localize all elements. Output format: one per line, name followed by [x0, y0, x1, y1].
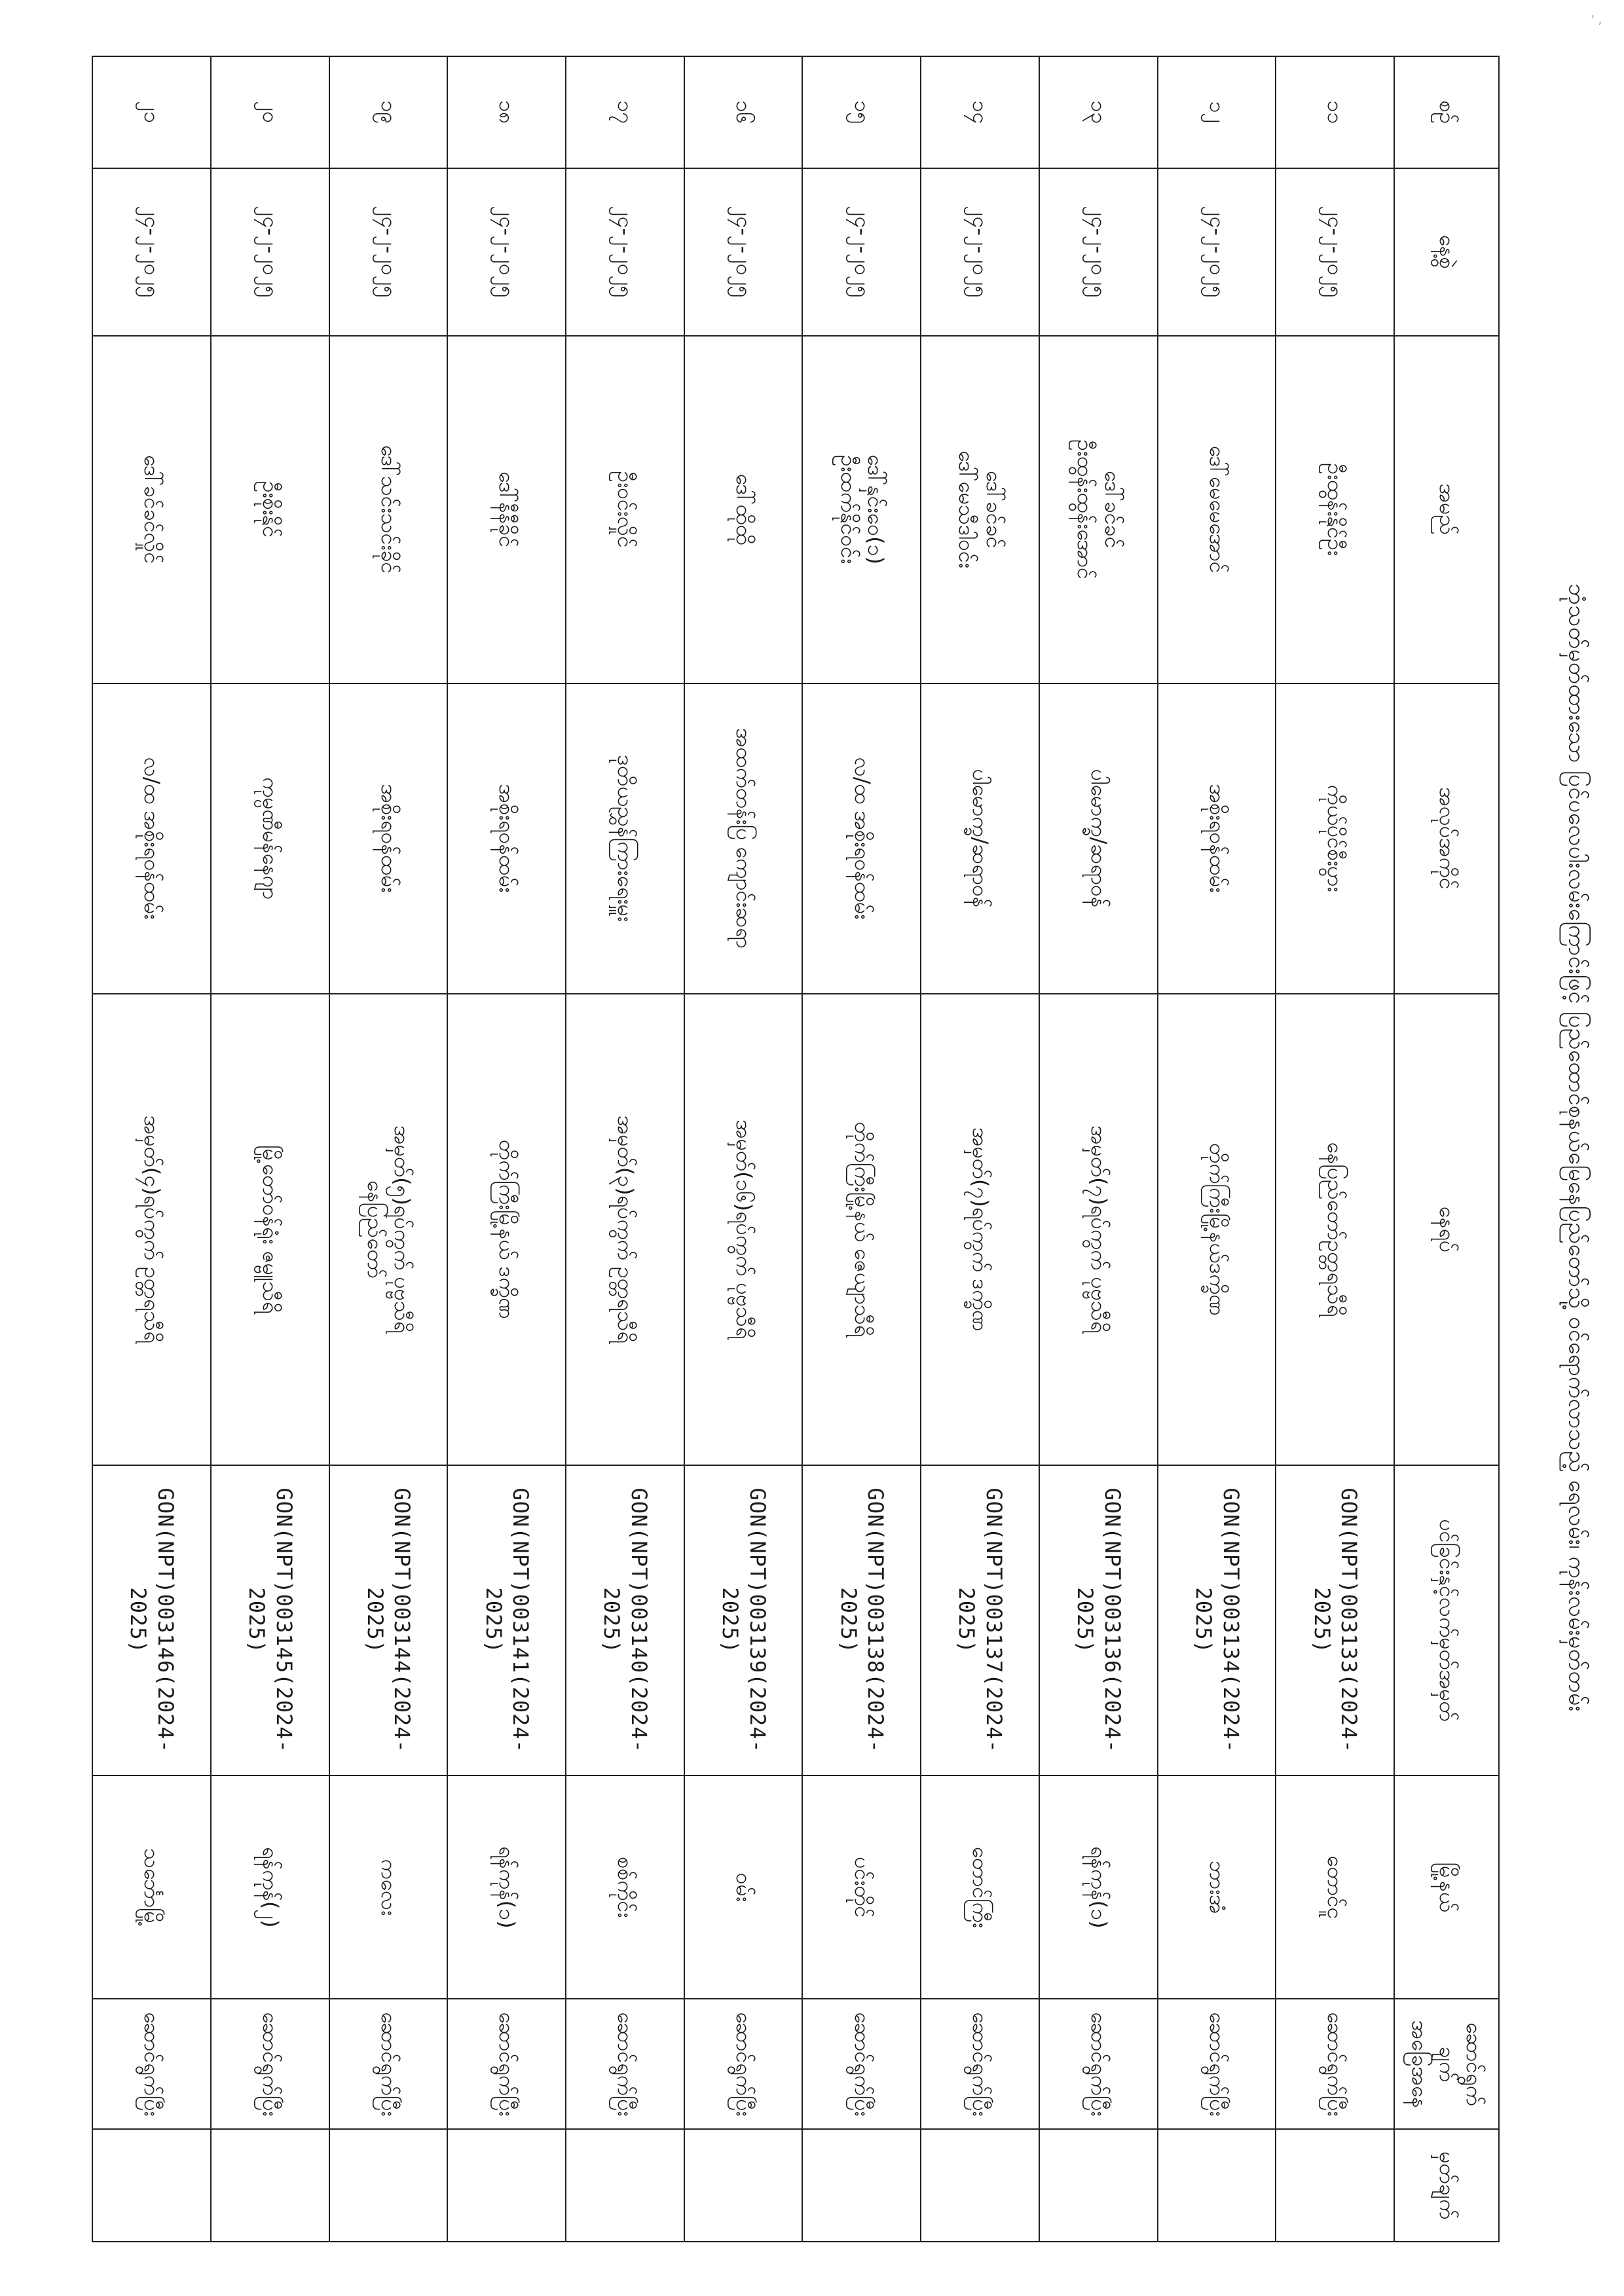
cell-name: ဦးဝင်းလှိုင် [566, 336, 684, 683]
table-row [684, 56, 803, 2242]
header-address: နေရပ် [1394, 994, 1499, 1466]
cell-remark [684, 2129, 803, 2242]
cell-status: ဆောင်ရွက်ပြီး [92, 1999, 211, 2129]
cell-status: ဆောင်ရွက်ပြီး [566, 1999, 684, 2129]
cell-no: ၁၆ [684, 56, 803, 168]
cell-name: ဒေါ်သင်းသင်းခိုင် [329, 336, 448, 683]
cell-name: ဒေါ်ခင်ခင်လှိုင် [92, 336, 211, 683]
header-no: စဉ် [1394, 56, 1499, 168]
header-township: မြို့နယ် [1394, 1776, 1499, 1999]
table-row [1158, 56, 1276, 2242]
table-row [211, 56, 329, 2242]
header-row [1394, 56, 1499, 2242]
cell-date: ၂၄-၂-၂၀၂၅ [802, 168, 921, 336]
cell-occupation: ဒုတိယညွှန်ကြားရေးမှူး [566, 683, 684, 994]
cell-no: ၁၄ [921, 56, 1039, 168]
cell-status: ဆောင်ရွက်ပြီး [921, 1999, 1039, 2129]
cell-address: တိုက်ကြီးမြို့နယ် ဇေယျာသီရိ [802, 994, 921, 1466]
cell-remark [802, 2129, 921, 2242]
cell-permit: GON(NPT)003136(2024-2025) [1039, 1465, 1158, 1776]
table-row [1276, 56, 1394, 2242]
header-date: နေ့စွဲ [1394, 168, 1499, 336]
header-occupation: အလုပ်အကိုင် [1394, 683, 1499, 994]
cell-occupation: လ/ထ အစိုးရဝန်ထမ်း [92, 683, 211, 994]
cell-no: ၂၀ [211, 56, 329, 168]
cell-address: အမှတ်(၇)ရပ်ကွက် ပုဗ္ဗသီရိ [1039, 994, 1158, 1466]
cell-remark [92, 2129, 211, 2242]
table-row [1039, 56, 1158, 2242]
cell-no: ၁၂ [1158, 56, 1276, 168]
cell-address: အမှတ်(၅)ရပ်ကွက် ပုဗ္ဗသီရိ နေပြည်တော် [329, 994, 448, 1466]
cell-status: ဆောင်ရွက်ပြီး [684, 1999, 803, 2129]
cell-date: ၂၄-၂-၂၀၂၅ [329, 168, 448, 336]
cell-address: အမှတ်(၃)ရပ်ကွက် ဥတ္တရသီရိ [566, 994, 684, 1466]
cell-remark [447, 2129, 566, 2242]
cell-address: တိုက်ကြီးမြို့နယ် ဒက္ခိဏ [447, 994, 566, 1466]
cell-date: ၂၄-၂-၂၀၂၅ [921, 168, 1039, 336]
register-table [92, 56, 1500, 2242]
cell-date: ၂၄-၂-၂၀၂၅ [684, 168, 803, 336]
cell-township: ဘားအံ [1158, 1776, 1276, 1999]
cell-township: တောင်ကြီး [921, 1776, 1039, 1999]
cell-remark [921, 2129, 1039, 2242]
cell-permit: GON(NPT)003137(2024-2025) [921, 1465, 1039, 1776]
cell-township: ပင်းတိုင် [802, 1776, 921, 1999]
cell-address: တိုက်ကြီးမြို့နယ်ဒက္ခိဏ [1158, 994, 1276, 1466]
cell-remark [1039, 2129, 1158, 2242]
page-title: ဘုံသတ်မှတ်ထားသော ပြင်ပလေပါးလမ်းကြောင်းဖြင့် ပြည်ထောင်စုနယ်မြေနေပြည်တော်သို့ ဝင်ရောက်လာသည့် ရေလမ်း၊ ကုန်းလမ်းမှတ်တမ်း [1563, 583, 1590, 1712]
cell-name: ဒေါ်ထိုထို [684, 336, 803, 683]
cell-no: ၁၃ [1039, 56, 1158, 168]
cell-date: ၂၄-၂-၂၀၂၅ [1039, 168, 1158, 336]
cell-status: ဆောင်ရွက်ပြီး [211, 1999, 329, 2129]
cell-date: ၂၄-၂-၂၀၂၅ [211, 168, 329, 336]
cell-address: နေပြည်တော်ဥတ္တရသီရိ [1276, 994, 1394, 1466]
cell-no: ၁၁ [1276, 56, 1394, 168]
cell-no: ၁၉ [329, 56, 448, 168]
cell-township: သင်္ဘောမြို့ [92, 1776, 211, 1999]
header-permit: ပင်ခြင်းနှင့်လက်မှတ်အမှတ် [1394, 1465, 1499, 1776]
cell-status: ဆောင်ရွက်ပြီး [1158, 1999, 1276, 2129]
cell-occupation: အထက်တန်းပြ ကျောင်းဆရာ [684, 683, 803, 994]
cell-permit: GON(NPT)003146(2024-2025) [92, 1465, 211, 1776]
cell-address: အမှတ်(၇)ရပ်ကွက် ဒက္ခိဏ [921, 994, 1039, 1466]
cell-remark [329, 2129, 448, 2242]
cell-date: ၂၄-၂-၂၀၂၅ [447, 168, 566, 336]
table-row [921, 56, 1039, 2242]
cell-no: ၁၅ [802, 56, 921, 168]
cell-occupation: ကိုယ်ပိုင်စီးပွား [1276, 683, 1394, 994]
cell-date: ၂၄-၂-၂၀၂၅ [566, 168, 684, 336]
cell-no: ၁၈ [447, 56, 566, 168]
cell-occupation: ပါမောက္ခ/ဆရာဝန် [1039, 683, 1158, 994]
cell-date: ၂၄-၂-၂၀၂၅ [92, 168, 211, 336]
cell-name: ဒေါ်ခင်ခင် ဒေါ်မေသီဒါဝင်း [921, 336, 1039, 683]
cell-name: ဦးစိုးနိုင် [211, 336, 329, 683]
cell-remark [1276, 2129, 1394, 2242]
cell-occupation: ကုမ္ပဏီမန်နေဂျာ [211, 683, 329, 994]
cell-address: အမှတ်(၁၆)ရပ်ကွက် ပုဗ္ဗသီရိ [684, 994, 803, 1466]
header-name: အမည် [1394, 336, 1499, 683]
cell-occupation: အစိုးရဝန်ထမ်း [329, 683, 448, 994]
cell-permit: GON(NPT)003144(2024-2025) [329, 1465, 448, 1776]
cell-permit: GON(NPT)003133(2024-2025) [1276, 1465, 1394, 1776]
cell-name: ဒေါ်နီနီခိုင် [447, 336, 566, 683]
cell-status: ဆောင်ရွက်ပြီး [447, 1999, 566, 2129]
cell-permit: GON(NPT)003140(2024-2025) [566, 1465, 684, 1776]
cell-permit: GON(NPT)003145(2024-2025) [211, 1465, 329, 1776]
cell-name: ဦးထွန်းနိုင်ဦး [1276, 336, 1394, 683]
cell-permit: GON(NPT)003138(2024-2025) [802, 1465, 921, 1776]
cell-remark [211, 2129, 329, 2242]
cell-date: ၂၄-၂-၂၀၂၅ [1276, 168, 1394, 336]
cell-name: ဒေါ်နှင်းဝေ(၁) ဦးထက်နိုင်ဝင်း [802, 336, 921, 683]
cell-occupation: အစိုးရဝန်ထမ်း [1158, 683, 1276, 994]
cell-township: ရန်ကုန်(၁) [447, 1776, 566, 1999]
cell-occupation: လ/ထ အစိုးရဝန်ထမ်း [802, 683, 921, 994]
cell-address: အမှတ်(၄)ရပ်ကွက် ဥတ္တရသီရိ [92, 994, 211, 1466]
corner-mark: ' , [1591, 13, 1602, 27]
cell-township: စစ်ကိုင်း [566, 1776, 684, 1999]
cell-status: ဆောင်ရွက်ပြီး [1039, 1999, 1158, 2129]
cell-occupation: ပါမောက္ခ/ဆရာဝန် [921, 683, 1039, 994]
header-remark: မှတ်ချက် [1394, 2129, 1499, 2242]
cell-permit: GON(NPT)003139(2024-2025) [684, 1465, 803, 1776]
cell-remark [566, 2129, 684, 2242]
cell-township: ရန်ကုန်(၂) [211, 1776, 329, 1999]
cell-occupation: အစိုးရဝန်ထမ်း [447, 683, 566, 994]
cell-no: ၁၇ [566, 56, 684, 168]
table-row [802, 56, 921, 2242]
cell-remark [1158, 2129, 1276, 2242]
cell-township: တောင်ငူ [1276, 1776, 1394, 1999]
cell-date: ၂၄-၂-၂၀၂၅ [1158, 168, 1276, 336]
cell-status: ဆောင်ရွက်ပြီး [1276, 1999, 1394, 2129]
cell-name: ဒေါ်မေမေအောင် [1158, 336, 1276, 683]
table-row [447, 56, 566, 2242]
cell-permit: GON(NPT)003134(2024-2025) [1158, 1465, 1276, 1776]
cell-township: ရန်ကုန်(၁) [1039, 1776, 1158, 1999]
cell-township: ဝမ်း [684, 1776, 803, 1999]
rotated-register-frame [92, 56, 1500, 2242]
table-row [566, 56, 684, 2242]
cell-township: ကလေး [329, 1776, 448, 1999]
cell-status: ဆောင်ရွက်ပြီး [329, 1999, 448, 2129]
cell-status: ဆောင်ရွက်ပြီး [802, 1999, 921, 2129]
table-row [329, 56, 448, 2242]
cell-address: မြို့တော်ဝန်ရုံး ဇမ္ဗူသီရိ [211, 994, 329, 1466]
cell-permit: GON(NPT)003141(2024-2025) [447, 1465, 566, 1776]
header-status: ဆောင်ရွက်ချက် အခြေအနေ [1394, 1999, 1499, 2129]
table-row [92, 56, 211, 2242]
cell-name: ဒေါ်ခင်ခင် ဦးထွန်းထွန်းအောင် [1039, 336, 1158, 683]
cell-no: ၂၁ [92, 56, 211, 168]
